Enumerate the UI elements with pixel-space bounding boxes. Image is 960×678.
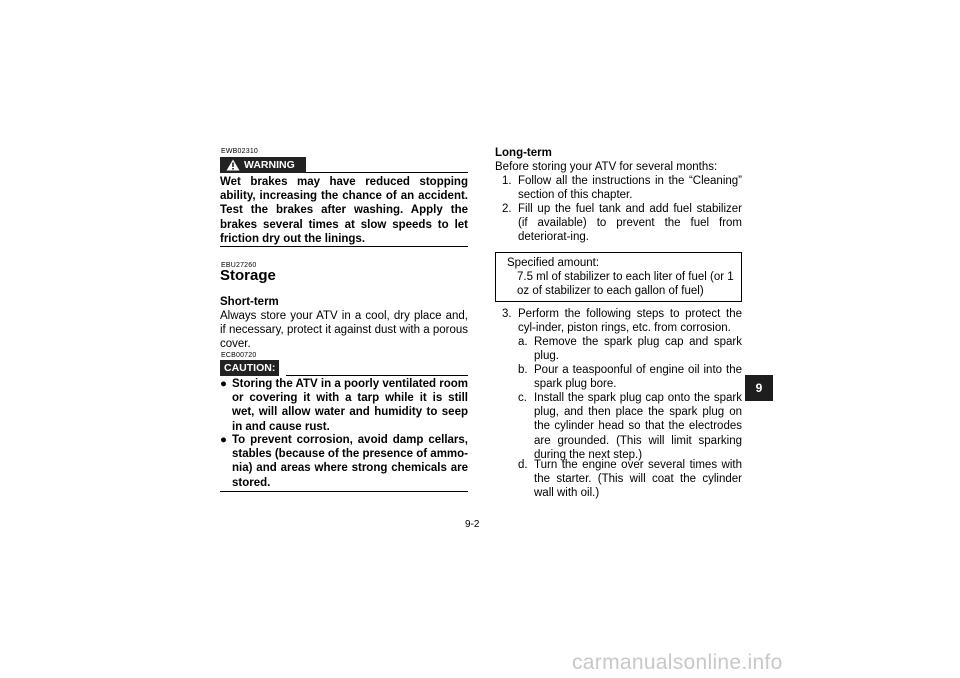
warning-code: EWB02310	[221, 148, 259, 155]
warning-top-rule	[306, 172, 468, 173]
step-item	[502, 174, 742, 202]
caution-top-rule	[286, 375, 468, 376]
step-text: Follow all the instructions in the “Cleaning” section of this chapter.	[518, 175, 742, 202]
warning-badge	[220, 157, 306, 173]
step-item	[502, 202, 742, 245]
section-code: EBU27260	[221, 262, 257, 269]
bullet-icon: ●	[220, 434, 227, 446]
caution-badge: CAUTION:	[220, 360, 279, 376]
long-term-intro: Before storing your ATV for several months:	[495, 161, 718, 173]
substep-letter: c.	[518, 392, 527, 404]
bullet-icon: ●	[220, 378, 227, 390]
step-number: 1.	[502, 175, 512, 187]
short-term-heading: Short-term	[220, 296, 279, 308]
step-item	[502, 307, 742, 335]
substep-letter: a.	[518, 336, 528, 348]
section-title: Storage	[220, 267, 276, 284]
caution-bottom-rule	[220, 491, 468, 492]
substep-item	[518, 335, 742, 363]
substep-text: Pour a teaspoonful of engine oil into the spark plug bore.	[534, 364, 742, 391]
warning-label: WARNING	[244, 159, 295, 171]
caution-item	[220, 377, 468, 434]
warning-header	[220, 157, 468, 173]
caution-item-text: Storing the ATV in a poorly ventilated room or covering it with a tarp while it is still wet, will allow water and humidity to seep in and cause rust.	[232, 378, 468, 433]
substep-text: Install the spark plug cap onto the spark plug, and then place the spark plug on the cylinder head so that the electrodes are grounded. (This will limit sparking during the next step.)	[534, 392, 742, 461]
short-term-text: Always store your ATV in a cool, dry place and, if necessary, protect it against dust with a porous cover.	[220, 310, 468, 351]
step-number: 2.	[502, 203, 512, 215]
substep-letter: d.	[518, 459, 528, 471]
caution-code: ECB00720	[221, 352, 257, 359]
spec-label: Specified amount:	[507, 257, 600, 269]
long-term-heading: Long-term	[495, 147, 552, 159]
caution-item-text: To prevent corrosion, avoid damp cellars, stables (because of the presence of ammo-nia) and areas where strong chemicals are stored.	[232, 434, 468, 489]
page-number: 9-2	[465, 519, 480, 530]
substep-item	[518, 363, 742, 391]
warning-bottom-rule	[220, 246, 468, 247]
warning-triangle-icon	[226, 159, 240, 171]
step-number: 3.	[502, 308, 512, 320]
step-text: Perform the following steps to protect the cyl-inder, piston rings, etc. from corrosion.	[518, 308, 742, 335]
step-text: Fill up the fuel tank and add fuel stabilizer (if available) to prevent the fuel from deteriorat-ing.	[518, 203, 742, 244]
spec-box	[495, 252, 742, 302]
substep-text: Turn the engine over several times with the starter. (This will coat the cylinder wall with oil.)	[534, 459, 742, 500]
caution-item	[220, 433, 468, 490]
substep-item	[518, 391, 742, 462]
chapter-tab: 9	[745, 375, 773, 401]
watermark: carmanualsonline.info	[572, 651, 783, 674]
warning-text: Wet brakes may have reduced stopping ability, increasing the chance of an accident. Test the brakes after washing. Apply the brakes several times at slow speeds to let friction dry out the linings.	[220, 176, 468, 245]
substep-text: Remove the spark plug cap and spark plug.	[534, 336, 742, 363]
substep-letter: b.	[518, 364, 528, 376]
substep-item	[518, 458, 742, 501]
spec-value: 7.5 ml of stabilizer to each liter of fuel (or 1 oz of stabilizer to each gallon of fuel)	[517, 271, 734, 298]
